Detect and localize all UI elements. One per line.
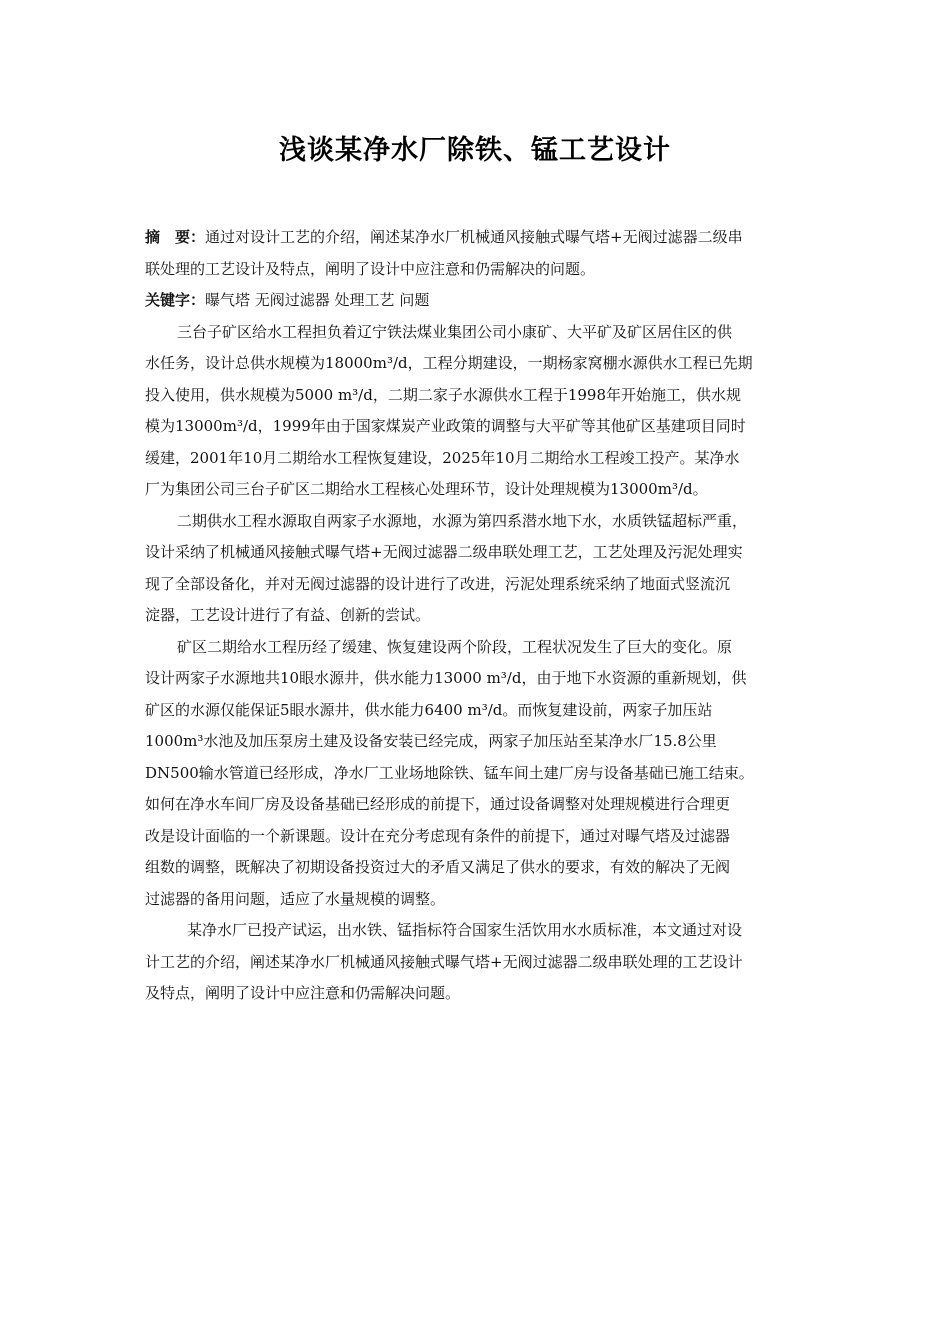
keywords-line [145,285,807,317]
paragraph-line: 设计采纳了机械通风接触式曝气塔+无阀过滤器二级串联处理工艺，工艺处理及污泥处理实 [145,543,743,561]
paragraph-line: 某净水厂已投产试运，出水铁、锰指标符合国家生活饮用水水质标准，本文通过对设 [187,921,743,939]
paragraph-line: 厂为集团公司三台子矿区二期给水工程核心处理环节，设计处理规模为13000m³/d。 [145,480,708,498]
keywords-label: 关键字： [145,291,206,309]
keywords-text: 曝气塔 无阀过滤器 处理工艺 问题 [205,291,430,309]
paragraph-3 [145,632,807,916]
paragraph-line: 设计两家子水源地共10眼水源井，供水能力13000 m³/d，由于地下水资源的重新规划，供 [145,669,747,687]
paragraph-line: 三台子矿区给水工程担负着辽宁铁法煤业集团公司小康矿、大平矿及矿区居住区的供 [177,322,733,341]
document-body [145,222,807,1010]
paragraph-line: 现了全部设备化，并对无阀过滤器的设计进行了改进，污泥处理系统采纳了地面式竖流沉 [145,574,731,593]
abstract-line-2: 联处理的工艺设计及特点，阐明了设计中应注意和仍需解决的问题。 [145,259,596,278]
paragraph-line: 及特点，阐明了设计中应注意和仍需解决问题。 [145,984,461,1002]
paragraph-line: 缓建，2001年10月二期给水工程恢复建设，2025年10月二期给水工程竣工投产。某净水 [145,448,740,467]
paragraph-line: DN500输水管道已经形成，净水厂工业场地除铁、锰车间土建厂房与设备基础已施工结束。 [145,763,754,782]
document-title: 浅谈某净水厂除铁、锰工艺设计 [279,135,671,166]
paragraph-line: 水任务，设计总供水规模为18000m³/d，工程分期建设，一期杨家窝棚水源供水工程已先期 [145,354,753,372]
paragraph-1 [145,317,807,506]
paragraph-line: 矿区的水源仅能保证5眼水源井，供水能力6400 m³/d。而恢复建设前，两家子加压站 [145,700,713,719]
paragraph-line: 1000m³水池及加压泵房土建及设备安装已经完成，两家子加压站至某净水厂15.8公里 [145,732,717,750]
paragraph-line: 淀器，工艺设计进行了有益、创新的尝试。 [145,606,431,624]
paragraph-line: 矿区二期给水工程历经了缓建、恢复建设两个阶段，工程状况发生了巨大的变化。原 [177,637,733,656]
paragraph-line: 过滤器的备用问题，适应了水量规模的调整。 [145,889,446,908]
paragraph-line: 投入使用，供水规模为5000 m³/d，二期二家子水源供水工程于1998年开始施工，供水规 [145,385,742,404]
paragraph-2 [145,506,807,632]
abstract-line-1 [145,222,807,254]
paragraph-line: 计工艺的介绍，阐述某净水厂机械通风接触式曝气塔+无阀过滤器二级串联处理的工艺设计 [145,952,743,971]
abstract-section [145,222,807,285]
paragraph-line: 如何在净水车间厂房及设备基础已经形成的前提下，通过设备调整对处理规模进行合理更 [145,795,731,813]
abstract-label: 摘 要： [145,228,206,246]
paragraph-line: 二期供水工程水源取自两家子水源地，水源为第四系潜水地下水，水质铁锰超标严重， [177,511,748,530]
paragraph-line: 改是设计面临的一个新课题。设计在充分考虑现有条件的前提下，通过对曝气塔及过滤器 [145,826,731,845]
paragraph-line: 模为13000m³/d，1999年由于国家煤炭产业政策的调整与大平矿等其他矿区基建项目同时 [145,417,746,435]
paragraph-4 [145,915,807,1010]
keywords-section [145,285,807,317]
paragraph-line: 组数的调整，既解决了初期设备投资过大的矛盾又满足了供水的要求，有效的解决了无阀 [145,858,731,876]
abstract-text-1: 通过对设计工艺的介绍，阐述某净水厂机械通风接触式曝气塔+无阀过滤器二级串 [205,228,743,246]
